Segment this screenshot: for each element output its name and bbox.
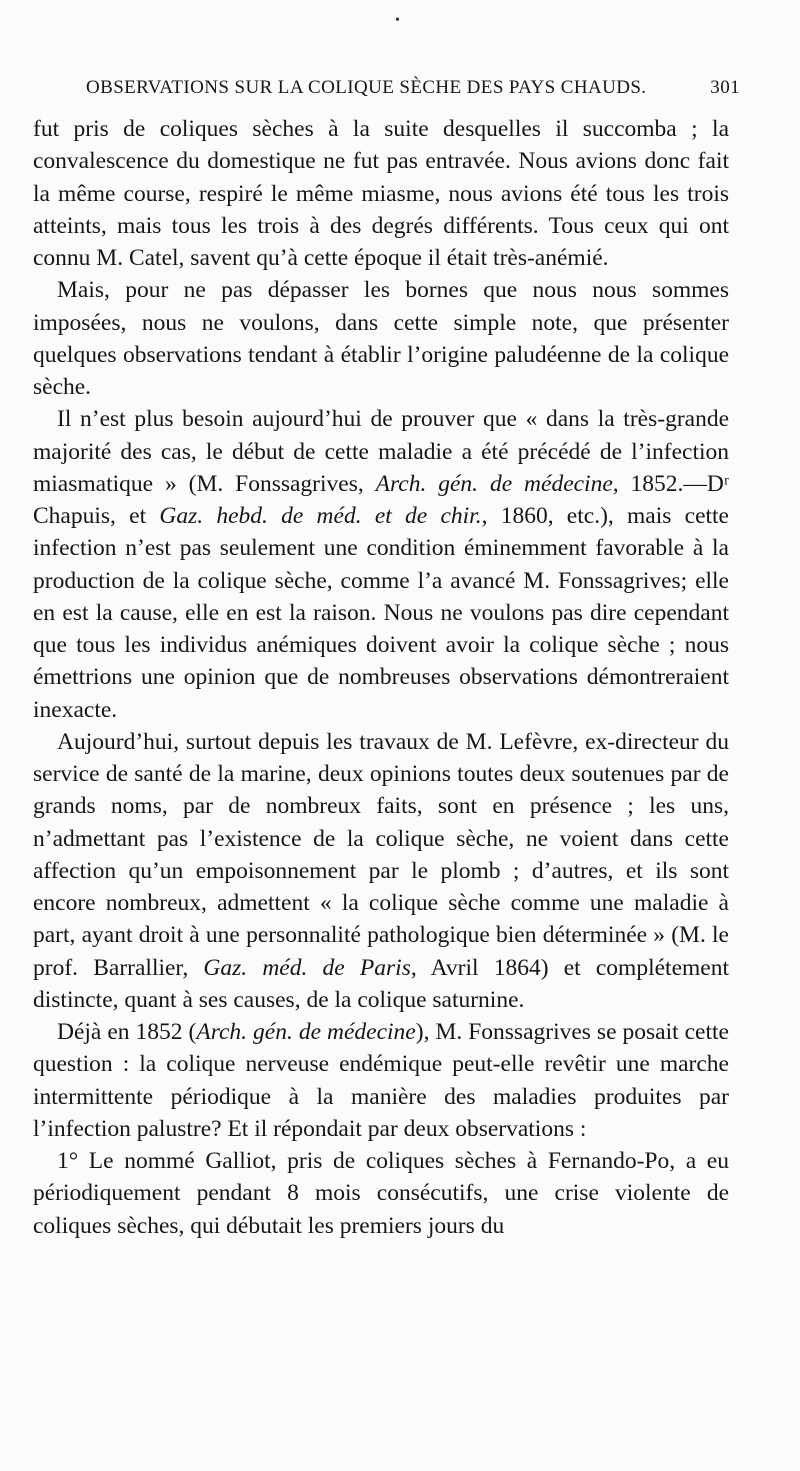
text-run: , 1860, etc.), mais cette infection n’est pas seulement une condition éminemment favorable à la production de la colique sèche, comme l’a avancé M. Fonssagrives; elle en est la cause, elle en est la raison. Nous ne voulons pas dire cependant que tous les individus anémiques doivent avoir la colique sèche ; nous émettrions une opinion que de nombreuses observations démontreraient inexacte. [33,503,729,723]
paragraph [33,403,729,726]
body-text [33,113,729,1242]
text-run: , 1852.—Dʳ Chapuis, et [33,470,729,529]
citation-title: Arch. gén. de médecine [375,470,613,497]
paragraph [33,274,729,403]
paragraph [33,113,729,274]
text-run: , Avril 1864) et complétement distincte, quant à ses causes, de la colique saturnine. [33,954,729,1013]
text-run: Aujourd’hui, surtout depuis les travaux de M. Lefèvre, ex-directeur du service de santé de la marine, deux opinions toutes deux soutenues par de grands noms, par de nombreux faits, sont en présence ; les uns, n’admettant pas l’existence de la colique sèche, ne voient dans cette affection qu’un empoisonnement par le plomb ; d’autres, et ils sont encore nombreux, admettent « la colique sèche comme une maladie à part, ayant droit à une personnalité pathologique bien déterminée » (M. le prof. Barrallier, [33,728,729,981]
text-run: Il n’est plus besoin aujourd’hui de prouver que « dans la très-grande majorité des cas, le début de cette maladie a été précédé de l’infection miasmatique » (M. Fonssagrives, [33,406,729,497]
running-title: OBSERVATIONS SUR LA COLIQUE SÈCHE DES PAYS CHAUDS. [86,77,647,98]
running-header [86,74,740,102]
text-run: Mais, pour ne pas dépasser les bornes que nous nous sommes imposées, nous ne voulons, dans cette simple note, que présenter quelques observations tendant à établir l’origine paludéenne de la colique sèche. [33,277,729,400]
text-run: 1° Le nommé Galliot, pris de coliques sèches à Fernando-Po, a eu périodiquement pendant 8 mois consécutifs, une crise violente de coliques sèches, qui débutait les premiers jours du [33,1148,729,1239]
citation-title: Arch. gén. de médecine [196,1019,416,1045]
printer-mark: • [395,13,400,28]
text-run: Déjà en 1852 ( [57,1019,197,1045]
page-number: 301 [710,77,740,98]
paragraph [33,1016,729,1145]
paragraph [33,726,729,1016]
citation-title: Gaz. méd. de Paris [203,954,411,981]
citation-title: Gaz. hebd. de méd. et de chir. [159,503,482,529]
text-run: fut pris de coliques sèches à la suite desquelles il succomba ; la convalescence du domestique ne fut pas entravée. Nous avions donc fait la même course, respiré le même miasme, nous avions été tous les trois atteints, mais tous les trois à des degrés différents. Tous ceux qui ont connu M. Catel, savent qu’à cette époque il était très-anémié. [33,116,729,271]
paragraph [33,1145,729,1242]
text-run: ), M. Fonssagrives se posait cette question : la colique nerveuse endémique peut-elle revêtir une marche intermittente périodique à la manière des maladies produites par l’infection palustre? Et il répondait par deux observations : [33,1019,729,1142]
